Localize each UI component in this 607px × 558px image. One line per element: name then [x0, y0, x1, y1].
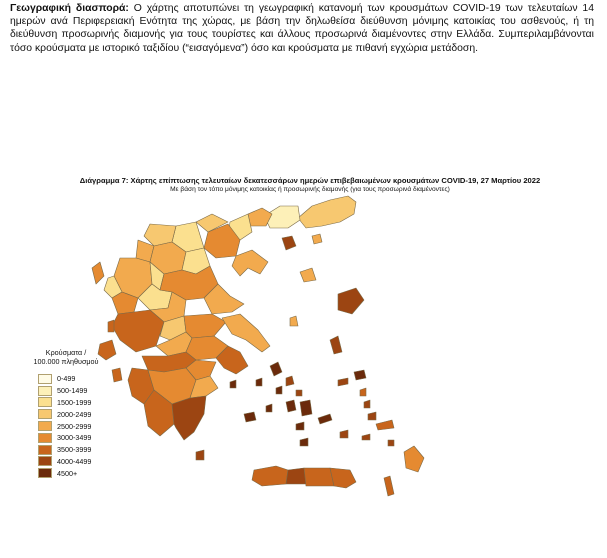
region-cyclades-syros — [276, 386, 282, 394]
legend-items — [38, 373, 106, 479]
legend-label: 3000-3499 — [57, 433, 92, 443]
legend-item — [38, 467, 106, 479]
region-lefkada — [108, 320, 114, 332]
legend-swatch — [38, 409, 52, 419]
region-dodecanese-nisyros — [362, 434, 370, 440]
legend-swatch — [38, 397, 52, 407]
region-chania — [252, 466, 288, 486]
legend-title-line1: Κρούσματα / — [45, 348, 87, 357]
region-chalkidiki — [232, 250, 268, 276]
legend-swatch — [38, 374, 52, 384]
region-heraklion — [304, 468, 334, 486]
region-saronic-aegina — [230, 380, 236, 388]
region-samos — [354, 370, 366, 380]
region-lesvos — [338, 288, 364, 314]
figure-title: Διάγραμμα 7: Χάρτης επίπτωσης τελευταίων δεκατεσσάρων ημερών επιβεβαιωμένων κρουσμάτων COVID-19, 27 Μαρτίου 2022 — [79, 176, 541, 185]
region-dodecanese-kos — [376, 420, 394, 430]
region-dodecanese-kalymnos — [368, 412, 376, 420]
map-legend — [33, 348, 106, 479]
region-cyclades-ios — [296, 422, 304, 430]
legend-label: 500-1499 — [57, 386, 88, 396]
region-corfu — [92, 262, 104, 284]
region-cyclades-milos — [244, 412, 256, 422]
intro-text: Ο χάρτης αποτυπώνει τη γεωγραφική κατανομή των κρουσμάτων COVID-19 των τελευταίων 14 ημερών ανά Περιφερειακή Ενότητα της χώρας, με βάση την δηλωθείσα διεύθυνση μόνιμης κατοικίας του ασθενούς, ή τη διεύθυνση προσωρινής διαμονής για τους τουρίστες και άλλους προσωρινά διαμένοντες στην Ελλάδα. Συμπεριλαμβάνονται τόσο κρούσματα με ιστορικό ταξιδίου (“εισαγόμενα”) όσο και κρούσματα με πιθανή εγχώρια μετάδοση. — [10, 3, 594, 54]
legend-label: 2000-2499 — [57, 409, 92, 419]
legend-swatch — [38, 468, 52, 478]
region-fthiotida — [184, 314, 226, 338]
region-chios — [330, 336, 342, 354]
region-dodecanese-patmos — [360, 388, 366, 396]
legend-title-line2: 100.000 πληθυσμού — [33, 357, 99, 366]
region-cyclades-mykonos — [296, 390, 302, 396]
legend-swatch — [38, 456, 52, 466]
region-kythira — [196, 450, 204, 460]
region-cyclades-andros — [270, 362, 282, 376]
region-cyclades-amorgos — [318, 414, 332, 424]
region-rhodes — [404, 446, 424, 472]
region-karpathos — [384, 476, 394, 496]
region-cyclades-santorini — [300, 438, 308, 446]
legend-item — [38, 408, 106, 420]
legend-swatch — [38, 421, 52, 431]
legend-label: 0-499 — [57, 374, 76, 384]
legend-item — [38, 420, 106, 432]
region-ikaria — [338, 378, 348, 386]
region-cyclades-sifnos — [266, 404, 272, 412]
region-dodecanese-astypalaia — [340, 430, 348, 438]
region-cyclades-kea — [256, 378, 262, 386]
legend-item — [38, 444, 106, 456]
legend-item — [38, 432, 106, 444]
region-limnos — [300, 268, 316, 282]
region-cyclades-tinos — [286, 376, 294, 386]
legend-label: 1500-1999 — [57, 397, 92, 407]
region-rethymno — [286, 468, 306, 484]
region-thrace-east — [298, 196, 356, 228]
legend-swatch — [38, 445, 52, 455]
legend-swatch — [38, 386, 52, 396]
legend-item — [38, 397, 106, 409]
intro-label: Γεωγραφική διασπορά: — [10, 3, 129, 14]
region-zakynthos — [112, 368, 122, 382]
region-skyros — [290, 316, 298, 326]
legend-label: 3500-3999 — [57, 445, 92, 455]
region-samothraki — [312, 234, 322, 244]
region-thasos — [282, 236, 296, 250]
legend-item — [38, 385, 106, 397]
legend-title — [26, 348, 106, 366]
region-cyclades-paros — [286, 400, 296, 412]
figure-subtitle: Με βάση τον τόπο μόνιμης κατοικίας ή προσωρινής διαμονής (για τους προσωρινά διαμένοντες) — [170, 186, 450, 193]
legend-swatch — [38, 433, 52, 443]
region-dodecanese-leros — [364, 400, 370, 408]
region-lakonia — [172, 396, 206, 440]
region-dodecanese-tilos — [388, 440, 394, 446]
legend-item — [38, 456, 106, 468]
region-lasithi — [330, 468, 356, 488]
legend-item — [38, 373, 106, 385]
region-cyclades-naxos — [300, 400, 312, 416]
legend-label: 4000-4499 — [57, 456, 92, 466]
legend-label: 4500+ — [57, 468, 78, 478]
legend-label: 2500-2999 — [57, 421, 92, 431]
